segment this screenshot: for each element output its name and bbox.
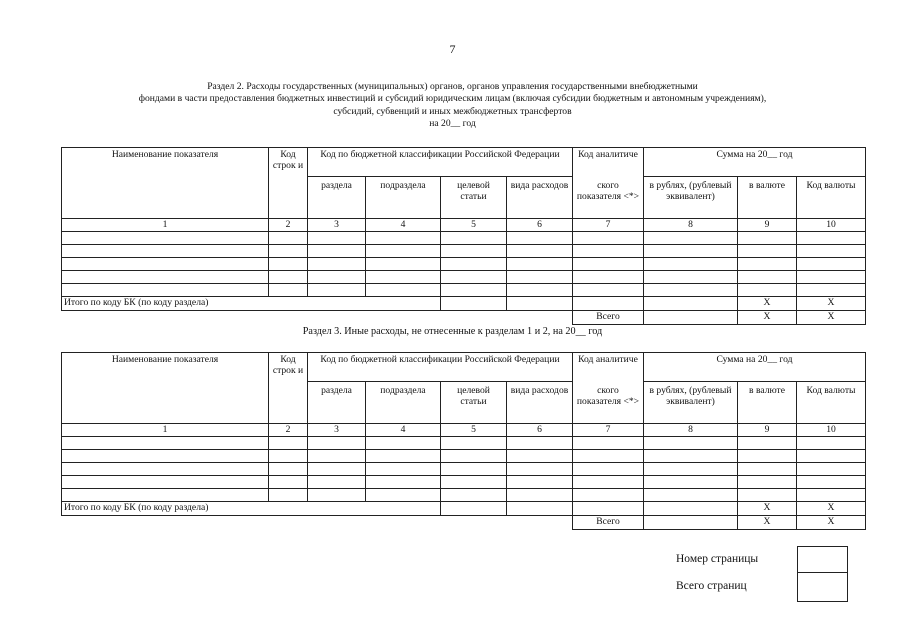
input-cell[interactable] bbox=[366, 476, 441, 489]
header-analytic-code-bottom: ского показателя <*> bbox=[573, 382, 644, 424]
input-cell[interactable] bbox=[797, 284, 866, 297]
blank-cell bbox=[62, 516, 269, 530]
section2-title-line-1: Раздел 2. Расходы государственных (муниципальных) органов, органов управления государственными внебюджетными bbox=[207, 81, 698, 92]
input-cell[interactable] bbox=[573, 297, 644, 311]
column-number: 3 bbox=[308, 219, 366, 232]
column-number: 4 bbox=[366, 219, 441, 232]
x-mark: X bbox=[797, 502, 866, 516]
input-cell[interactable] bbox=[441, 450, 507, 463]
page-number-box[interactable] bbox=[797, 546, 848, 573]
input-cell[interactable] bbox=[738, 232, 797, 245]
input-cell[interactable] bbox=[308, 437, 366, 450]
input-cell[interactable] bbox=[507, 245, 573, 258]
blank-cell bbox=[507, 311, 573, 325]
column-number: 10 bbox=[797, 219, 866, 232]
x-mark: X bbox=[738, 311, 797, 325]
input-cell[interactable] bbox=[507, 271, 573, 284]
column-number: 1 bbox=[62, 424, 269, 437]
grand-total-label: Всего bbox=[573, 311, 644, 325]
input-cell[interactable] bbox=[441, 297, 507, 311]
input-cell[interactable] bbox=[507, 258, 573, 271]
input-cell[interactable] bbox=[573, 489, 644, 502]
input-cell[interactable] bbox=[738, 450, 797, 463]
input-cell[interactable] bbox=[573, 437, 644, 450]
header-subsection: подраздела bbox=[366, 177, 441, 219]
input-cell[interactable] bbox=[366, 284, 441, 297]
input-cell[interactable] bbox=[62, 437, 269, 450]
header-bk-code: Код по бюджетной классификации Российской Федерации bbox=[308, 353, 573, 382]
total-by-bk-row bbox=[62, 297, 866, 311]
input-cell[interactable] bbox=[269, 476, 308, 489]
total-pages-label: Всего страниц bbox=[676, 580, 747, 592]
header-currency: в валюте bbox=[738, 177, 797, 219]
section2-title-line-3: субсидий, субвенций и иных межбюджетных трансфертов bbox=[333, 105, 572, 117]
column-number: 1 bbox=[62, 219, 269, 232]
column-number: 7 bbox=[573, 424, 644, 437]
total-by-bk-label: Итого по коду БК (по коду раздела) bbox=[62, 502, 441, 516]
input-cell[interactable] bbox=[366, 489, 441, 502]
header-name: Наименование показателя bbox=[62, 353, 269, 424]
header-name: Наименование показателя bbox=[62, 148, 269, 219]
column-number: 7 bbox=[573, 219, 644, 232]
input-cell[interactable] bbox=[644, 271, 738, 284]
input-cell[interactable] bbox=[738, 271, 797, 284]
input-cell[interactable] bbox=[269, 245, 308, 258]
input-cell[interactable] bbox=[507, 284, 573, 297]
column-number: 10 bbox=[797, 424, 866, 437]
input-cell[interactable] bbox=[738, 437, 797, 450]
column-number: 3 bbox=[308, 424, 366, 437]
x-mark: X bbox=[797, 516, 866, 530]
x-mark: X bbox=[797, 311, 866, 325]
section2-title-line-4: на 20__ год bbox=[429, 117, 476, 129]
input-cell[interactable] bbox=[573, 271, 644, 284]
input-cell[interactable] bbox=[62, 232, 269, 245]
input-cell[interactable] bbox=[738, 489, 797, 502]
input-cell[interactable] bbox=[573, 284, 644, 297]
input-cell[interactable] bbox=[644, 311, 738, 325]
table-row bbox=[62, 489, 866, 502]
input-cell[interactable] bbox=[269, 258, 308, 271]
header-kind: вида расходов bbox=[507, 382, 573, 424]
input-cell[interactable] bbox=[644, 476, 738, 489]
section2-title-line-2: фондами в части предоставления бюджетных инвестиций и субсидий юридическим лицам (включая субсидии бюджетным и автономным учреждениям), bbox=[138, 93, 767, 105]
table-row bbox=[62, 245, 866, 258]
table-row bbox=[62, 232, 866, 245]
input-cell[interactable] bbox=[573, 476, 644, 489]
input-cell[interactable] bbox=[366, 437, 441, 450]
input-cell[interactable] bbox=[366, 463, 441, 476]
input-cell[interactable] bbox=[507, 489, 573, 502]
input-cell[interactable] bbox=[366, 258, 441, 271]
header-rubles: в рублях, (рублевый эквивалент) bbox=[644, 382, 738, 424]
input-cell[interactable] bbox=[797, 271, 866, 284]
input-cell[interactable] bbox=[644, 284, 738, 297]
column-number: 5 bbox=[441, 424, 507, 437]
table-row bbox=[62, 284, 866, 297]
header-bk-code: Код по бюджетной классификации Российской Федерации bbox=[308, 148, 573, 177]
input-cell[interactable] bbox=[308, 258, 366, 271]
input-cell[interactable] bbox=[644, 232, 738, 245]
input-cell[interactable] bbox=[644, 502, 738, 516]
input-cell[interactable] bbox=[441, 284, 507, 297]
header-sum: Сумма на 20__ год bbox=[644, 148, 866, 177]
input-cell[interactable] bbox=[308, 463, 366, 476]
input-cell[interactable] bbox=[441, 232, 507, 245]
input-cell[interactable] bbox=[308, 271, 366, 284]
input-cell[interactable] bbox=[797, 463, 866, 476]
table-row bbox=[62, 271, 866, 284]
input-cell[interactable] bbox=[644, 437, 738, 450]
blank-cell bbox=[441, 311, 507, 325]
input-cell[interactable] bbox=[738, 476, 797, 489]
input-cell[interactable] bbox=[366, 245, 441, 258]
input-cell[interactable] bbox=[797, 450, 866, 463]
table-row bbox=[62, 258, 866, 271]
input-cell[interactable] bbox=[441, 489, 507, 502]
input-cell[interactable] bbox=[62, 476, 269, 489]
blank-cell bbox=[366, 516, 441, 530]
input-cell[interactable] bbox=[644, 245, 738, 258]
header-currency-code: Код валюты bbox=[797, 382, 866, 424]
total-by-bk-label: Итого по коду БК (по коду раздела) bbox=[62, 297, 441, 311]
input-cell[interactable] bbox=[441, 258, 507, 271]
input-cell[interactable] bbox=[797, 245, 866, 258]
input-cell[interactable] bbox=[441, 463, 507, 476]
x-mark: X bbox=[738, 297, 797, 311]
header-analytic-code-bottom: ского показателя <*> bbox=[573, 177, 644, 219]
input-cell[interactable] bbox=[738, 245, 797, 258]
header-section: раздела bbox=[308, 382, 366, 424]
input-cell[interactable] bbox=[644, 489, 738, 502]
column-number: 8 bbox=[644, 424, 738, 437]
total-pages-box[interactable] bbox=[797, 572, 848, 602]
input-cell[interactable] bbox=[441, 437, 507, 450]
input-cell[interactable] bbox=[573, 463, 644, 476]
column-number: 9 bbox=[738, 424, 797, 437]
table-row bbox=[62, 463, 866, 476]
input-cell[interactable] bbox=[738, 284, 797, 297]
header-rubles: в рублях, (рублевый эквивалент) bbox=[644, 177, 738, 219]
page-number-label: Номер страницы bbox=[676, 553, 759, 565]
input-cell[interactable] bbox=[644, 297, 738, 311]
input-cell[interactable] bbox=[644, 516, 738, 530]
blank-cell bbox=[269, 311, 308, 325]
blank-cell bbox=[441, 516, 507, 530]
section3-table bbox=[61, 352, 866, 530]
table-row bbox=[62, 450, 866, 463]
input-cell[interactable] bbox=[308, 284, 366, 297]
header-target: целевой статьи bbox=[441, 382, 507, 424]
header-currency-code: Код валюты bbox=[797, 177, 866, 219]
input-cell[interactable] bbox=[507, 297, 573, 311]
header-sum: Сумма на 20__ год bbox=[644, 353, 866, 382]
input-cell[interactable] bbox=[269, 450, 308, 463]
column-number: 6 bbox=[507, 424, 573, 437]
header-analytic-code-top: Код аналитиче bbox=[573, 148, 644, 177]
total-by-bk-row bbox=[62, 502, 866, 516]
input-cell[interactable] bbox=[797, 437, 866, 450]
column-number: 5 bbox=[441, 219, 507, 232]
input-cell[interactable] bbox=[441, 271, 507, 284]
x-mark: X bbox=[738, 516, 797, 530]
input-cell[interactable] bbox=[797, 489, 866, 502]
column-number: 2 bbox=[269, 424, 308, 437]
header-row-code: Код строк и bbox=[269, 353, 308, 424]
input-cell[interactable] bbox=[507, 502, 573, 516]
column-number: 6 bbox=[507, 219, 573, 232]
input-cell[interactable] bbox=[573, 232, 644, 245]
input-cell[interactable] bbox=[573, 245, 644, 258]
input-cell[interactable] bbox=[62, 450, 269, 463]
blank-cell bbox=[62, 311, 269, 325]
grand-total-row bbox=[62, 311, 866, 325]
header-section: раздела bbox=[308, 177, 366, 219]
table-row bbox=[62, 437, 866, 450]
input-cell[interactable] bbox=[269, 437, 308, 450]
input-cell[interactable] bbox=[441, 476, 507, 489]
input-cell[interactable] bbox=[441, 502, 507, 516]
input-cell[interactable] bbox=[308, 245, 366, 258]
header-kind: вида расходов bbox=[507, 177, 573, 219]
input-cell[interactable] bbox=[366, 450, 441, 463]
input-cell[interactable] bbox=[507, 476, 573, 489]
blank-cell bbox=[308, 311, 366, 325]
blank-cell bbox=[366, 311, 441, 325]
input-cell[interactable] bbox=[62, 463, 269, 476]
input-cell[interactable] bbox=[573, 258, 644, 271]
column-number: 8 bbox=[644, 219, 738, 232]
input-cell[interactable] bbox=[366, 271, 441, 284]
input-cell[interactable] bbox=[269, 232, 308, 245]
input-cell[interactable] bbox=[797, 258, 866, 271]
input-cell[interactable] bbox=[269, 489, 308, 502]
input-cell[interactable] bbox=[62, 489, 269, 502]
input-cell[interactable] bbox=[573, 502, 644, 516]
input-cell[interactable] bbox=[269, 463, 308, 476]
grand-total-label: Всего bbox=[573, 516, 644, 530]
input-cell[interactable] bbox=[507, 463, 573, 476]
input-cell[interactable] bbox=[62, 284, 269, 297]
input-cell[interactable] bbox=[441, 245, 507, 258]
input-cell[interactable] bbox=[644, 463, 738, 476]
header-target: целевой статьи bbox=[441, 177, 507, 219]
input-cell[interactable] bbox=[62, 258, 269, 271]
section3-title-line-1: Раздел 3. Иные расходы, не отнесенные к разделам 1 и 2, на 20__ год bbox=[302, 326, 603, 337]
input-cell[interactable] bbox=[507, 232, 573, 245]
input-cell[interactable] bbox=[269, 284, 308, 297]
x-mark: X bbox=[738, 502, 797, 516]
input-cell[interactable] bbox=[269, 271, 308, 284]
input-cell[interactable] bbox=[366, 232, 441, 245]
header-row-code: Код строк и bbox=[269, 148, 308, 219]
input-cell[interactable] bbox=[308, 476, 366, 489]
header-analytic-code-top: Код аналитиче bbox=[573, 353, 644, 382]
blank-cell bbox=[308, 516, 366, 530]
section2-title bbox=[40, 81, 865, 130]
grand-total-row bbox=[62, 516, 866, 530]
input-cell[interactable] bbox=[738, 463, 797, 476]
input-cell[interactable] bbox=[738, 258, 797, 271]
column-number: 4 bbox=[366, 424, 441, 437]
input-cell[interactable] bbox=[308, 489, 366, 502]
header-subsection: подраздела bbox=[366, 382, 441, 424]
input-cell[interactable] bbox=[308, 450, 366, 463]
column-number: 2 bbox=[269, 219, 308, 232]
blank-cell bbox=[507, 516, 573, 530]
input-cell[interactable] bbox=[644, 450, 738, 463]
input-cell[interactable] bbox=[507, 450, 573, 463]
input-cell[interactable] bbox=[507, 437, 573, 450]
input-cell[interactable] bbox=[62, 271, 269, 284]
blank-cell bbox=[269, 516, 308, 530]
section2-table bbox=[61, 147, 866, 325]
page-number: 7 bbox=[449, 42, 456, 56]
input-cell[interactable] bbox=[308, 232, 366, 245]
input-cell[interactable] bbox=[644, 258, 738, 271]
table-row bbox=[62, 476, 866, 489]
input-cell[interactable] bbox=[797, 476, 866, 489]
x-mark: X bbox=[797, 297, 866, 311]
header-currency: в валюте bbox=[738, 382, 797, 424]
input-cell[interactable] bbox=[797, 232, 866, 245]
column-number: 9 bbox=[738, 219, 797, 232]
input-cell[interactable] bbox=[573, 450, 644, 463]
input-cell[interactable] bbox=[62, 245, 269, 258]
section3-title bbox=[40, 326, 865, 338]
